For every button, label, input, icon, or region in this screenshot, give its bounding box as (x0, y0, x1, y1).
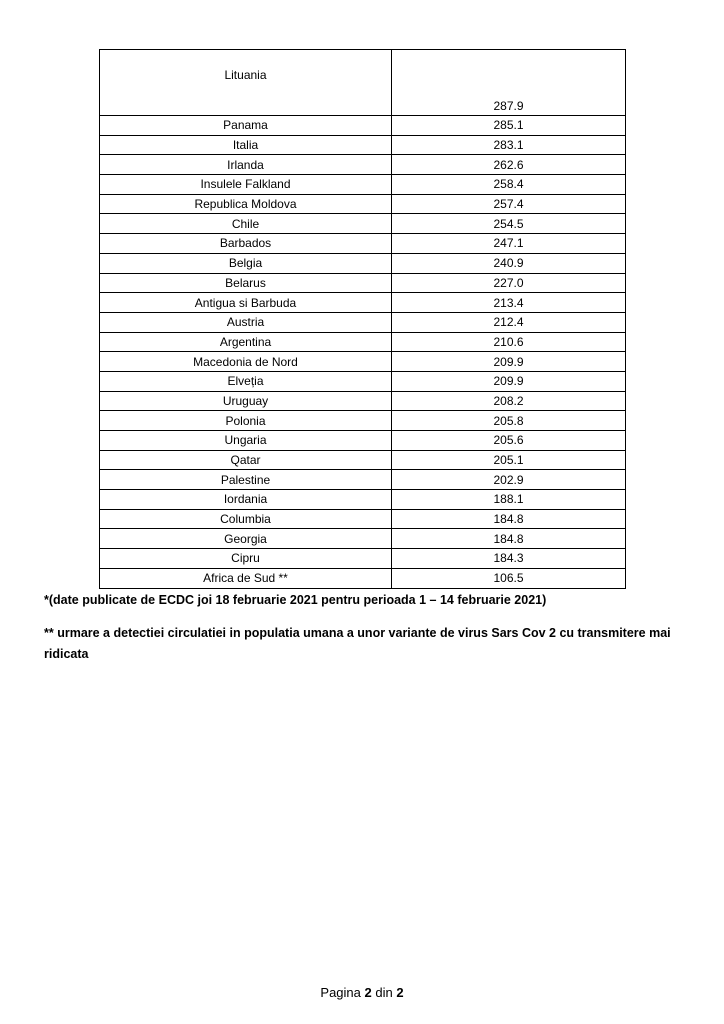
value-cell: 209.9 (392, 371, 626, 391)
country-cell: Insulele Falkland (100, 175, 392, 195)
country-cell: Macedonia de Nord (100, 352, 392, 372)
table-row (100, 332, 626, 352)
table-row (100, 450, 626, 470)
value-cell: 205.6 (392, 431, 626, 451)
country-cell: Ungaria (100, 431, 392, 451)
variant-footnote: ** urmare a detectiei circulatiei in populatia umana a unor variante de virus Sars Cov 2 cu transmitere mai ridicata (44, 626, 671, 661)
country-cell: Palestine (100, 470, 392, 490)
value-cell: 184.3 (392, 549, 626, 569)
current-page-number: 2 (364, 985, 372, 1000)
table-row (100, 509, 626, 529)
country-cell: Uruguay (100, 391, 392, 411)
table-row (100, 411, 626, 431)
value-cell: 227.0 (392, 273, 626, 293)
table-row (100, 155, 626, 175)
country-cell: Lituania (100, 50, 392, 116)
country-cell: Elveția (100, 371, 392, 391)
total-pages-number: 2 (396, 985, 404, 1000)
country-cell: Polonia (100, 411, 392, 431)
value-cell: 254.5 (392, 214, 626, 234)
table-row (100, 549, 626, 569)
table-row (100, 371, 626, 391)
country-cell: Italia (100, 135, 392, 155)
table-row (100, 490, 626, 510)
value-cell: 202.9 (392, 470, 626, 490)
table-row (100, 352, 626, 372)
country-cell: Belarus (100, 273, 392, 293)
value-cell: 205.8 (392, 411, 626, 431)
country-cell: Iordania (100, 490, 392, 510)
table-row (100, 135, 626, 155)
value-cell: 285.1 (392, 116, 626, 136)
table-row (100, 50, 626, 116)
table-row (100, 175, 626, 195)
value-cell: 240.9 (392, 253, 626, 273)
table-row (100, 391, 626, 411)
table-row (100, 234, 626, 254)
page-footer (0, 985, 724, 1000)
country-cell: Columbia (100, 509, 392, 529)
value-cell: 212.4 (392, 312, 626, 332)
country-cell: Irlanda (100, 155, 392, 175)
country-cell: Qatar (100, 450, 392, 470)
country-cell: Argentina (100, 332, 392, 352)
table-row (100, 194, 626, 214)
country-cell: Cipru (100, 549, 392, 569)
value-cell: 210.6 (392, 332, 626, 352)
value-cell: 283.1 (392, 135, 626, 155)
country-cell: Chile (100, 214, 392, 234)
value-cell: 208.2 (392, 391, 626, 411)
country-cell: Panama (100, 116, 392, 136)
value-cell: 205.1 (392, 450, 626, 470)
value-cell: 262.6 (392, 155, 626, 175)
country-cell: Antigua si Barbuda (100, 293, 392, 313)
country-cell: Austria (100, 312, 392, 332)
value-cell: 257.4 (392, 194, 626, 214)
table-row (100, 568, 626, 588)
value-cell: 106.5 (392, 568, 626, 588)
country-cell: Barbados (100, 234, 392, 254)
value-cell: 209.9 (392, 352, 626, 372)
country-cell: Belgia (100, 253, 392, 273)
value-cell: 213.4 (392, 293, 626, 313)
value-cell: 247.1 (392, 234, 626, 254)
page-word: Pagina (320, 985, 361, 1000)
country-cell: Republica Moldova (100, 194, 392, 214)
country-cell: Georgia (100, 529, 392, 549)
value-cell: 188.1 (392, 490, 626, 510)
country-cell: Africa de Sud ** (100, 568, 392, 588)
table-row (100, 293, 626, 313)
country-rate-table (99, 49, 626, 589)
table-row (100, 214, 626, 234)
table-row (100, 529, 626, 549)
table-row (100, 273, 626, 293)
table-row (100, 470, 626, 490)
value-cell: 184.8 (392, 509, 626, 529)
table-row (100, 116, 626, 136)
value-cell: 287.9 (392, 50, 626, 116)
table-row (100, 431, 626, 451)
table-row (100, 253, 626, 273)
of-word: din (375, 985, 393, 1000)
value-cell: 258.4 (392, 175, 626, 195)
table-body (100, 50, 626, 589)
source-footnote: *(date publicate de ECDC joi 18 februarie 2021 pentru perioada 1 – 14 februarie 2021) (44, 593, 547, 607)
table-row (100, 312, 626, 332)
value-cell: 184.8 (392, 529, 626, 549)
